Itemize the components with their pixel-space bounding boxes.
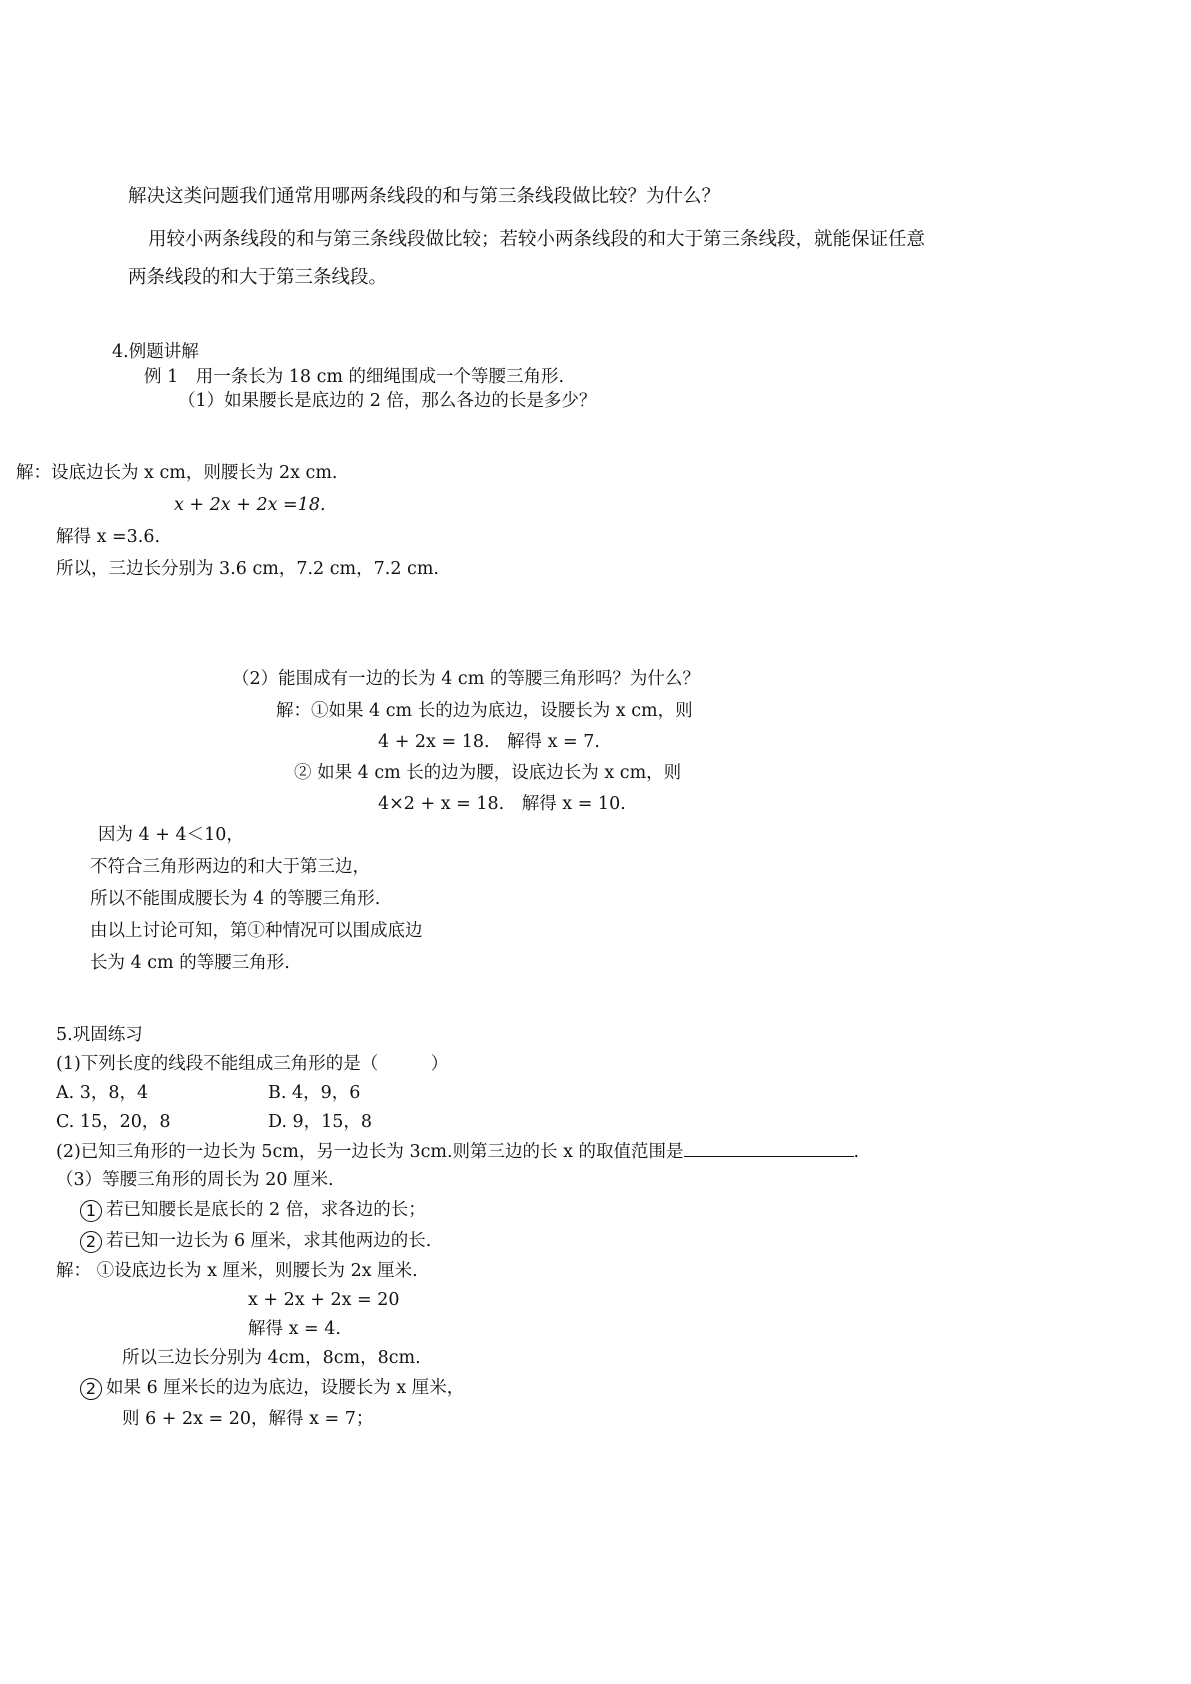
part2-solution-line: 所以不能围成腰长为 4 的等腰三角形. [90,889,381,909]
intro-answer-line1: 用较小两条线段的和与第三条线段做比较；若较小两条线段的和大于第三条线段，就能保证任意 [148,229,926,250]
q1-option-b: B. 4，9，6 [268,1083,361,1103]
q3-solution-line: 解： ①设底边长为 x 厘米，则腰长为 2x 厘米. [56,1261,418,1281]
q1-text: (1)下列长度的线段不能组成三角形的是（ ） [56,1054,449,1074]
q1-option-c: C. 15，20，8 [56,1112,171,1132]
part2-equation: 4×2 + x = 18. 解得 x = 10. [378,794,626,814]
q3-text: （3）等腰三角形的周长为 20 厘米. [56,1170,334,1190]
q3-solution-case2 [80,1377,464,1400]
part2-solution-line: 长为 4 cm 的等腰三角形. [90,953,290,973]
part1-result: 解得 x =3.6. [56,527,161,547]
q3-case2-equation: 则 6 + 2x = 20，解得 x = 7； [122,1409,374,1429]
q3-sub2-text: 若已知一边长为 6 厘米，求其他两边的长. [106,1231,432,1251]
part1-solution-line: 解：设底边长为 x cm，则腰长为 2x cm. [16,463,338,483]
example1-statement: 例 1 用一条长为 18 cm 的细绳围成一个等腰三角形. [144,367,565,387]
part2-equation: 4 + 2x = 18. 解得 x = 7. [378,732,600,752]
q2-answer-blank[interactable] [684,1140,854,1157]
q3-sub1 [80,1199,426,1222]
circled-number-1: 1 [80,1200,102,1222]
q2-suffix: . [853,1142,860,1162]
circled-number-2: 2 [80,1378,102,1400]
q1-option-a: A. 3，8，4 [56,1083,149,1103]
q3-sub2 [80,1230,431,1253]
q3-conclusion: 所以三边长分别为 4cm，8cm，8cm. [122,1348,421,1368]
q2-text: (2)已知三角形的一边长为 5cm，另一边长为 3cm.则第三边的长 x 的取值范围是 [56,1142,684,1162]
part2-solution-line: ② 如果 4 cm 长的边为腰，设底边长为 x cm，则 [294,763,682,783]
q3-sub1-text: 若已知腰长是底长的 2 倍，求各边的长； [106,1200,426,1220]
part2-solution-line: 因为 4 + 4＜10， [98,825,244,845]
part1-conclusion: 所以，三边长分别为 3.6 cm，7.2 cm，7.2 cm. [56,559,439,579]
q1-option-d: D. 9，15，8 [268,1112,373,1132]
q2-line [56,1140,859,1163]
part2-solution-line: 不符合三角形两边的和大于第三边， [90,857,370,877]
part2-solution-line: 解：①如果 4 cm 长的边为底边，设腰长为 x cm，则 [276,701,693,721]
part2-question: （2）能围成有一边的长为 4 cm 的等腰三角形吗？为什么？ [232,669,700,689]
q3-case2-text: 如果 6 厘米长的边为底边，设腰长为 x 厘米， [106,1378,465,1398]
intro-answer-line2: 两条线段的和大于第三条线段。 [128,267,388,288]
section4-heading: 4.例题讲解 [112,342,199,362]
circled-number-2: 2 [80,1231,102,1253]
intro-question: 解决这类问题我们通常用哪两条线段的和与第三条线段做比较？为什么？ [128,186,721,207]
part2-solution-line: 由以上讨论可知，第①种情况可以围成底边 [90,921,423,941]
part1-question: （1）如果腰长是底边的 2 倍，那么各边的长是多少？ [178,391,597,411]
q3-equation: x + 2x + 2x = 20 [248,1290,400,1310]
section5-heading: 5.巩固练习 [56,1025,143,1045]
part1-equation: x + 2x + 2x =18. [174,495,326,515]
q3-result: 解得 x = 4. [248,1319,341,1339]
